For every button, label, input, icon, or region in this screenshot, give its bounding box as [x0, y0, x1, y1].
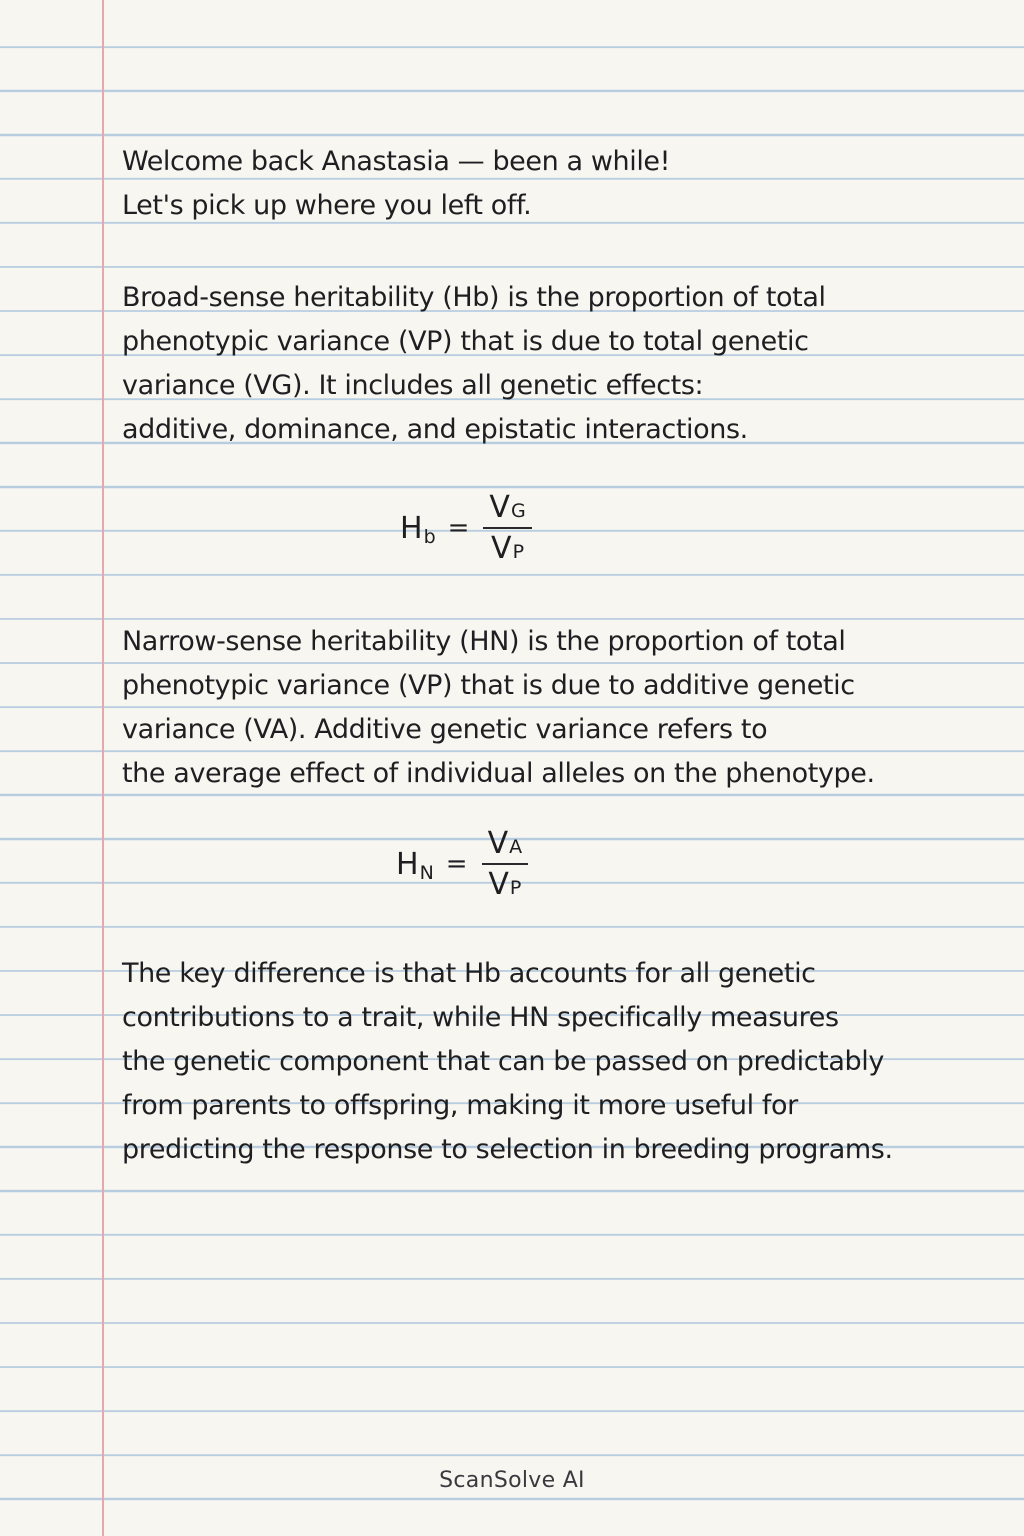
paragraph-line: the genetic component that can be passed on predictably: [122, 1046, 884, 1077]
greeting-line: Let's pick up where you left off.: [122, 190, 532, 221]
fraction-numerator: V A: [482, 826, 529, 865]
paragraph-line: from parents to offspring, making it more useful for: [122, 1090, 798, 1121]
difference-paragraph: [122, 952, 912, 1172]
formula-lhs: H b: [400, 510, 436, 548]
equals-sign: =: [445, 849, 468, 879]
paragraph-line: Broad-sense heritability (Hb) is the proportion of total: [122, 282, 826, 313]
greeting: [122, 140, 912, 228]
paragraph-line: variance (VA). Additive genetic variance refers to: [122, 714, 768, 745]
fraction-numerator: V G: [483, 490, 531, 529]
paragraph-line: variance (VG). It includes all genetic effects:: [122, 370, 704, 401]
equals-sign: =: [447, 513, 470, 543]
greeting-line: Welcome back Anastasia — been a while!: [122, 146, 671, 177]
formula-lhs: H N: [396, 846, 434, 884]
fraction-denominator: V P: [491, 531, 525, 566]
fraction-denominator: V P: [488, 867, 522, 902]
footer-brand: ScanSolve AI: [439, 1468, 585, 1493]
paragraph-line: phenotypic variance (VP) that is due to additive genetic: [122, 670, 855, 701]
paragraph-line: contributions to a trait, while HN specifically measures: [122, 1002, 839, 1033]
paragraph-line: the average effect of individual alleles on the phenotype.: [122, 758, 875, 789]
narrow-sense-formula: [396, 826, 528, 902]
paragraph-line: additive, dominance, and epistatic interactions.: [122, 414, 748, 445]
broad-sense-paragraph: [122, 276, 912, 452]
broad-sense-formula: [400, 490, 532, 566]
fraction: [483, 490, 531, 566]
paragraph-line: predicting the response to selection in breeding programs.: [122, 1134, 893, 1165]
paragraph-line: The key difference is that Hb accounts for all genetic: [122, 958, 816, 989]
notebook-margin-line: [102, 0, 104, 1536]
fraction: [482, 826, 529, 902]
narrow-sense-paragraph: [122, 620, 912, 796]
paragraph-line: Narrow-sense heritability (HN) is the proportion of total: [122, 626, 846, 657]
paragraph-line: phenotypic variance (VP) that is due to total genetic: [122, 326, 809, 357]
